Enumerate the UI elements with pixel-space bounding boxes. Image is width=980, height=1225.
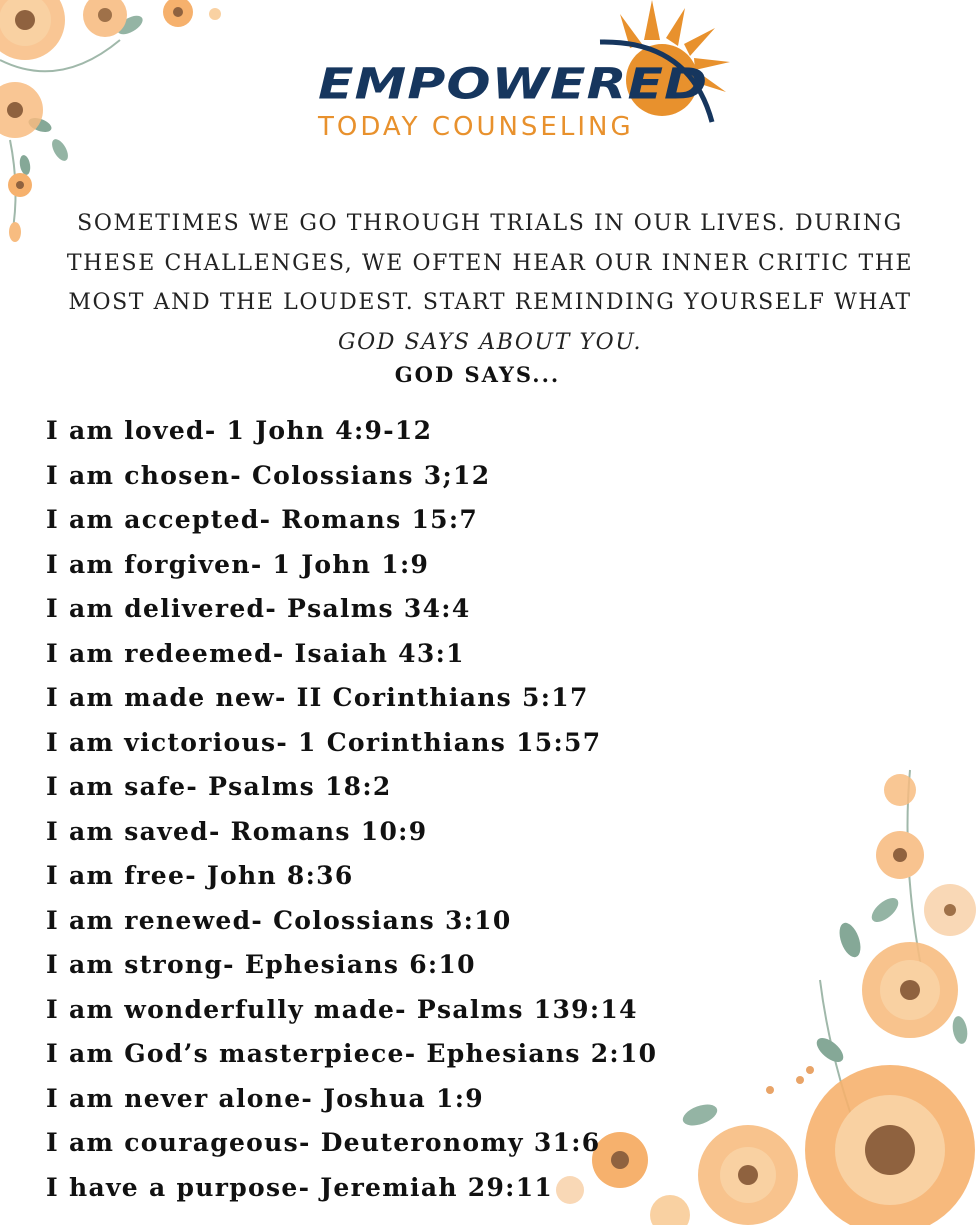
brand-name: EMPOWERED — [318, 60, 709, 110]
list-item: I am never alone- Joshua 1:9 — [46, 1083, 484, 1113]
list-item: I am wonderfully made- Psalms 139:14 — [46, 994, 638, 1024]
list-item: I am forgiven- 1 John 1:9 — [46, 549, 430, 579]
list-item: I am safe- Psalms 18:2 — [46, 772, 392, 801]
list-item: I am free- John 8:36 — [46, 861, 354, 890]
affirmation-list — [46, 412, 657, 1213]
list-item: I am victorious- 1 Corinthians 15:57 — [46, 727, 602, 757]
list-item: I am courageous- Deuteronomy 31:6 — [46, 1128, 601, 1157]
list-item: I am chosen- Colossians 3;12 — [46, 460, 491, 490]
intro-emphasis: GOD SAYS ABOUT YOU. — [337, 329, 643, 355]
list-item: I am delivered- Psalms 34:4 — [46, 594, 471, 623]
list-item: I am saved- Romans 10:9 — [46, 816, 428, 846]
brand-tagline: TODAY COUNSELING — [318, 112, 634, 142]
logo — [300, 0, 760, 150]
list-item: I am renewed- Colossians 3:10 — [46, 905, 512, 935]
list-item: I am strong- Ephesians 6:10 — [46, 950, 476, 979]
list-item: I am loved- 1 John 4:9-12 — [46, 416, 433, 445]
list-item: I am redeemed- Isaiah 43:1 — [46, 638, 465, 668]
list-item: I am God’s masterpiece- Ephesians 2:10 — [46, 1039, 658, 1068]
intro-paragraph — [40, 204, 940, 362]
list-item: I am accepted- Romans 15:7 — [46, 505, 479, 534]
list-heading: GOD SAYS... — [394, 362, 561, 387]
list-item: I have a purpose- Jeremiah 29:11 — [46, 1172, 554, 1202]
intro-text: SOMETIMES WE GO THROUGH TRIALS IN OUR LIVES. DURING THESE CHALLENGES, WE OFTEN HEAR OUR INNER CRITIC THE MOST AND THE LOUDEST. START REMINDING YOURSELF WHAT — [66, 211, 914, 315]
list-item: I am made new- II Corinthians 5:17 — [46, 683, 589, 712]
